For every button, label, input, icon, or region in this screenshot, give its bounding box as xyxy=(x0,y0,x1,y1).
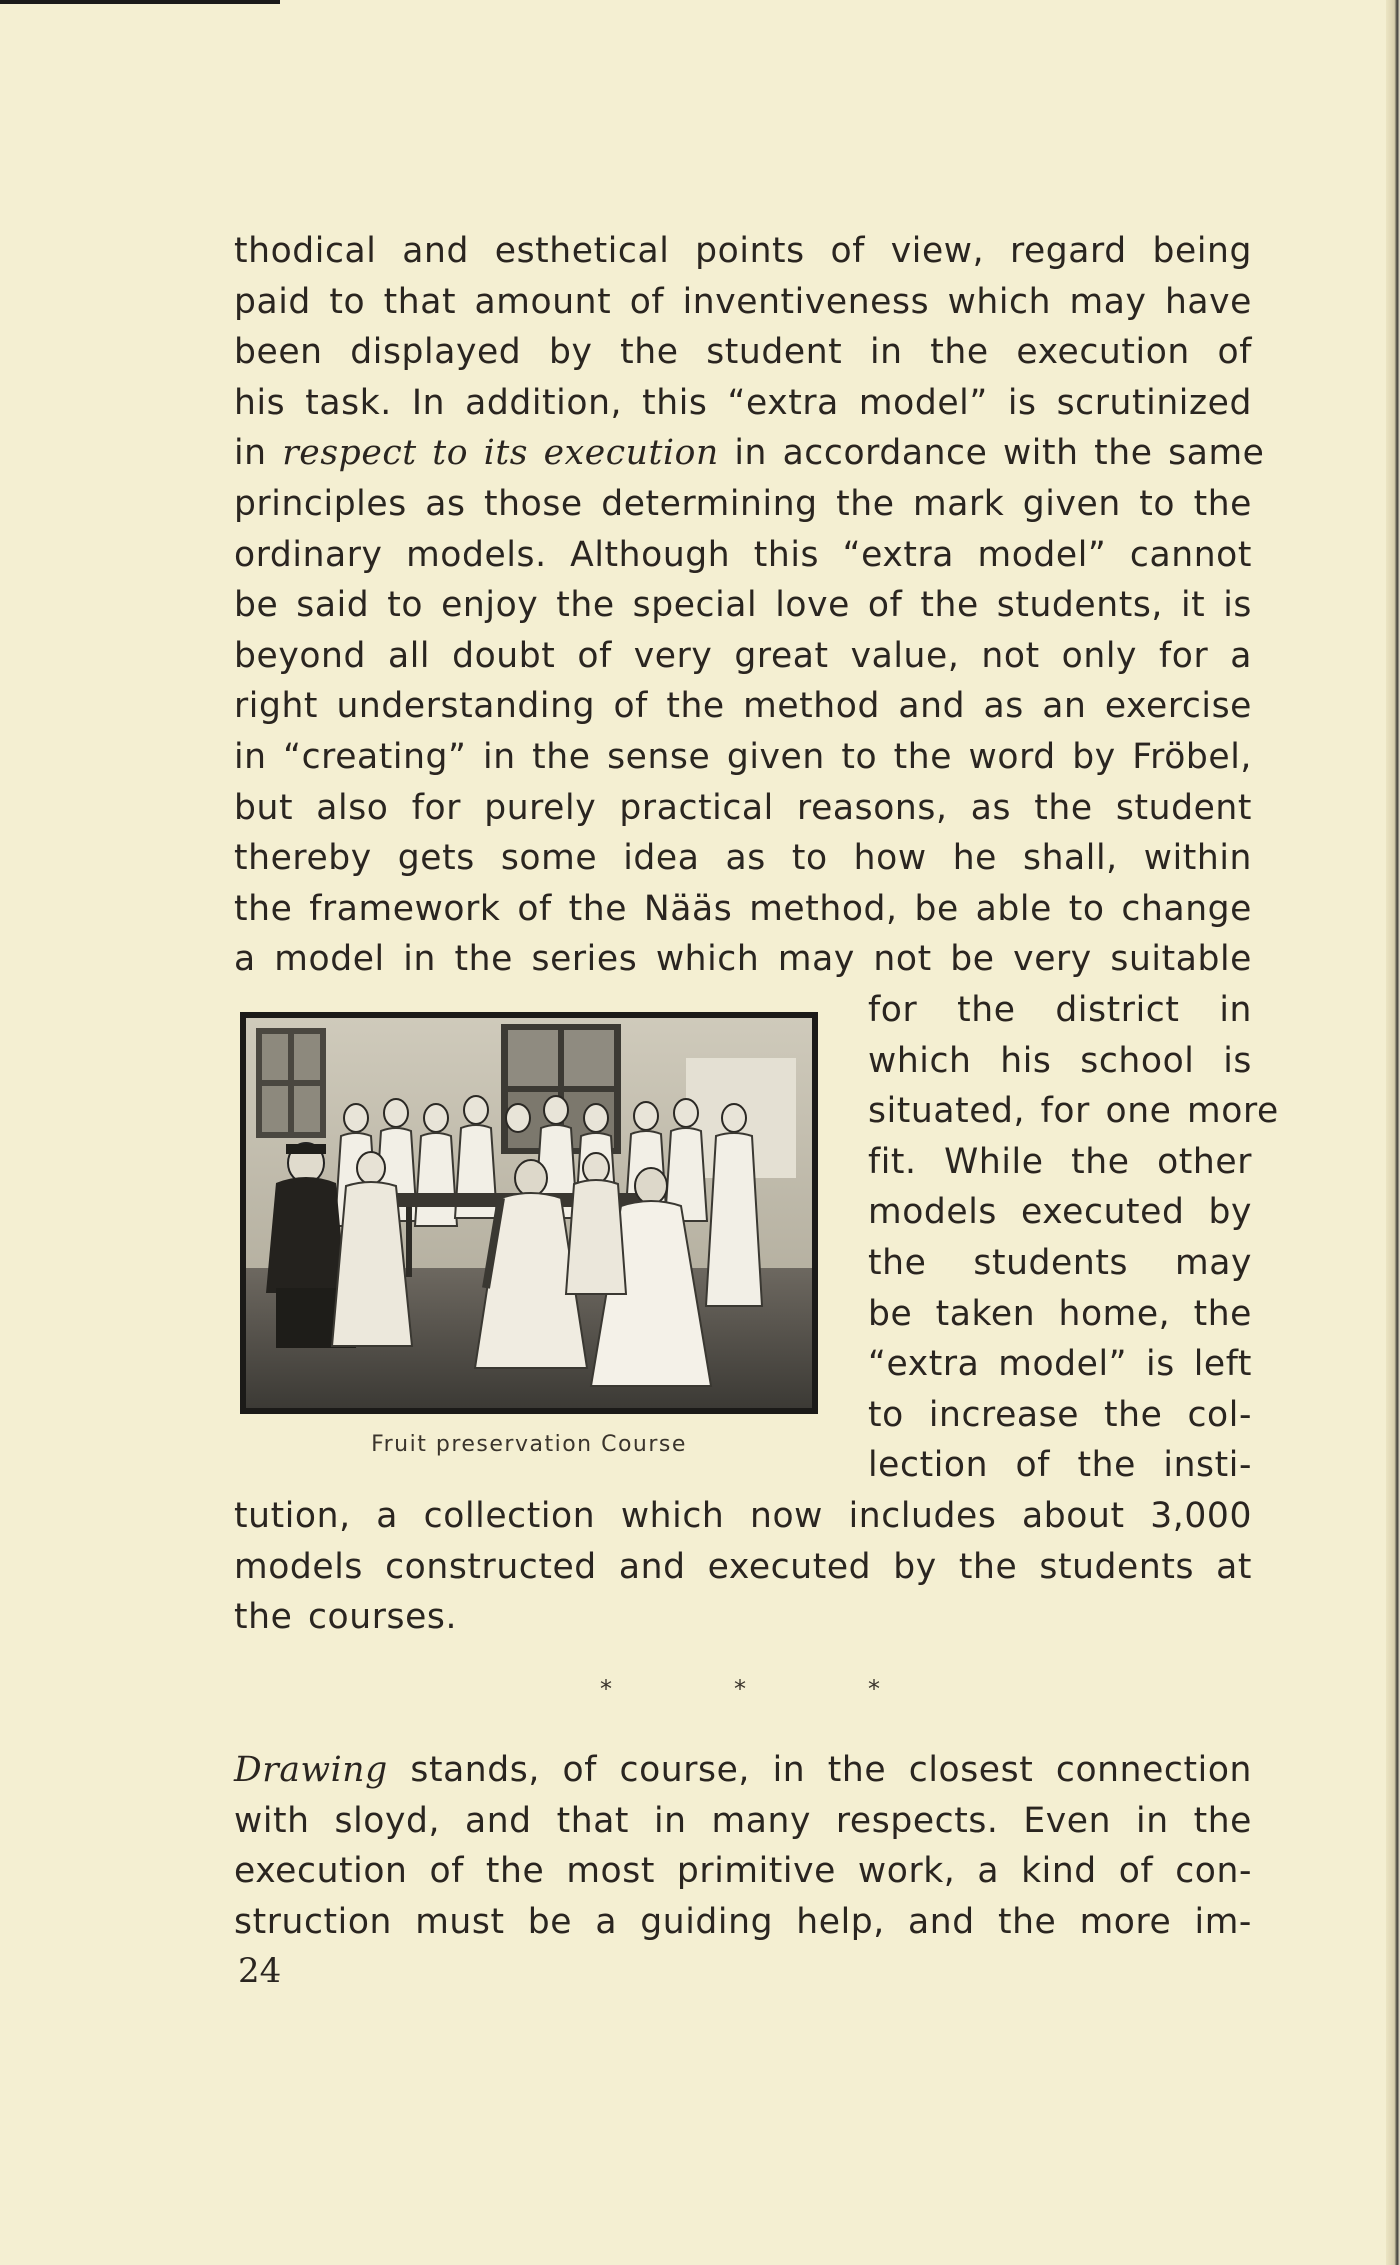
text-line xyxy=(234,1745,1252,1796)
text-line: the students may xyxy=(868,1242,1252,1283)
separator-star: * xyxy=(868,1675,880,1703)
text-segment: stands, of course, in the closest connection xyxy=(387,1750,1252,1790)
text-line: paid to that amount of inventiveness which may have xyxy=(234,281,1252,322)
separator-star: * xyxy=(734,1675,746,1703)
text-line: be said to enjoy the special love of the students, it is xyxy=(234,585,1252,626)
paragraph-top xyxy=(234,226,1265,985)
figure-caption: Fruit preservation Course xyxy=(371,1432,687,1457)
text-line: with sloyd, and that in many respects. Even in the xyxy=(234,1800,1252,1841)
text-line: models executed by xyxy=(868,1192,1252,1233)
page-number: 24 xyxy=(238,1951,282,1991)
photo-figure xyxy=(240,1012,818,1414)
text-line: been displayed by the student in the execution of xyxy=(234,332,1252,373)
photo-fruit-preservation-course xyxy=(246,1018,812,1408)
paragraph-after xyxy=(234,1491,1252,1643)
text-line: execution of the most primitive work, a kind of con- xyxy=(234,1851,1252,1892)
text-line: beyond all doubt of very great value, not only for a xyxy=(234,635,1252,676)
text-line: a model in the series which may not be very suitable xyxy=(234,939,1252,980)
text-line: but also for purely practical reasons, as the student xyxy=(234,787,1252,828)
paragraph-side xyxy=(868,985,1279,1491)
text-line: right understanding of the method and as an exercise xyxy=(234,686,1252,727)
text-line: which his school is xyxy=(868,1040,1252,1081)
text-line: for the district in xyxy=(868,990,1252,1030)
paragraph-drawing xyxy=(234,1745,1252,1947)
text-segment: in accordance with the same xyxy=(718,433,1265,474)
text-line: “extra model” is left xyxy=(868,1344,1252,1385)
italic-phrase: Drawing xyxy=(234,1750,388,1790)
text-line: models constructed and executed by the students at xyxy=(234,1546,1252,1587)
text-line: in “creating” in the sense given to the word by Fröbel, xyxy=(234,736,1252,777)
scan-right-edge xyxy=(1386,0,1400,2265)
text-line: the framework of the Nääs method, be able to change xyxy=(234,888,1252,929)
text-line: fit. While the other xyxy=(868,1141,1252,1182)
text-line: principles as those determining the mark given to the xyxy=(234,483,1252,524)
text-segment: in xyxy=(234,433,283,474)
text-line: struction must be a guiding help, and the more im- xyxy=(234,1901,1252,1942)
text-line: lection of the insti- xyxy=(868,1445,1252,1486)
text-line xyxy=(234,428,1265,479)
section-separator xyxy=(600,1675,880,1703)
scan-top-edge xyxy=(0,0,280,4)
text-line: his task. In addition, this “extra model” is scrutinized xyxy=(234,382,1252,423)
text-line: thereby gets some idea as to how he shall, within xyxy=(234,838,1252,879)
italic-phrase: respect to its execution xyxy=(282,433,719,474)
text-line: ordinary models. Although this “extra model” cannot xyxy=(234,534,1252,575)
text-line: situated, for one more xyxy=(868,1091,1279,1132)
text-line: to increase the col- xyxy=(868,1394,1252,1435)
separator-star: * xyxy=(600,1675,612,1703)
text-line: be taken home, the xyxy=(868,1293,1252,1334)
text-line: tution, a collection which now includes about 3,000 xyxy=(234,1496,1252,1536)
text-line: the courses. xyxy=(234,1597,458,1638)
text-line: thodical and esthetical points of view, regard being xyxy=(234,231,1252,271)
